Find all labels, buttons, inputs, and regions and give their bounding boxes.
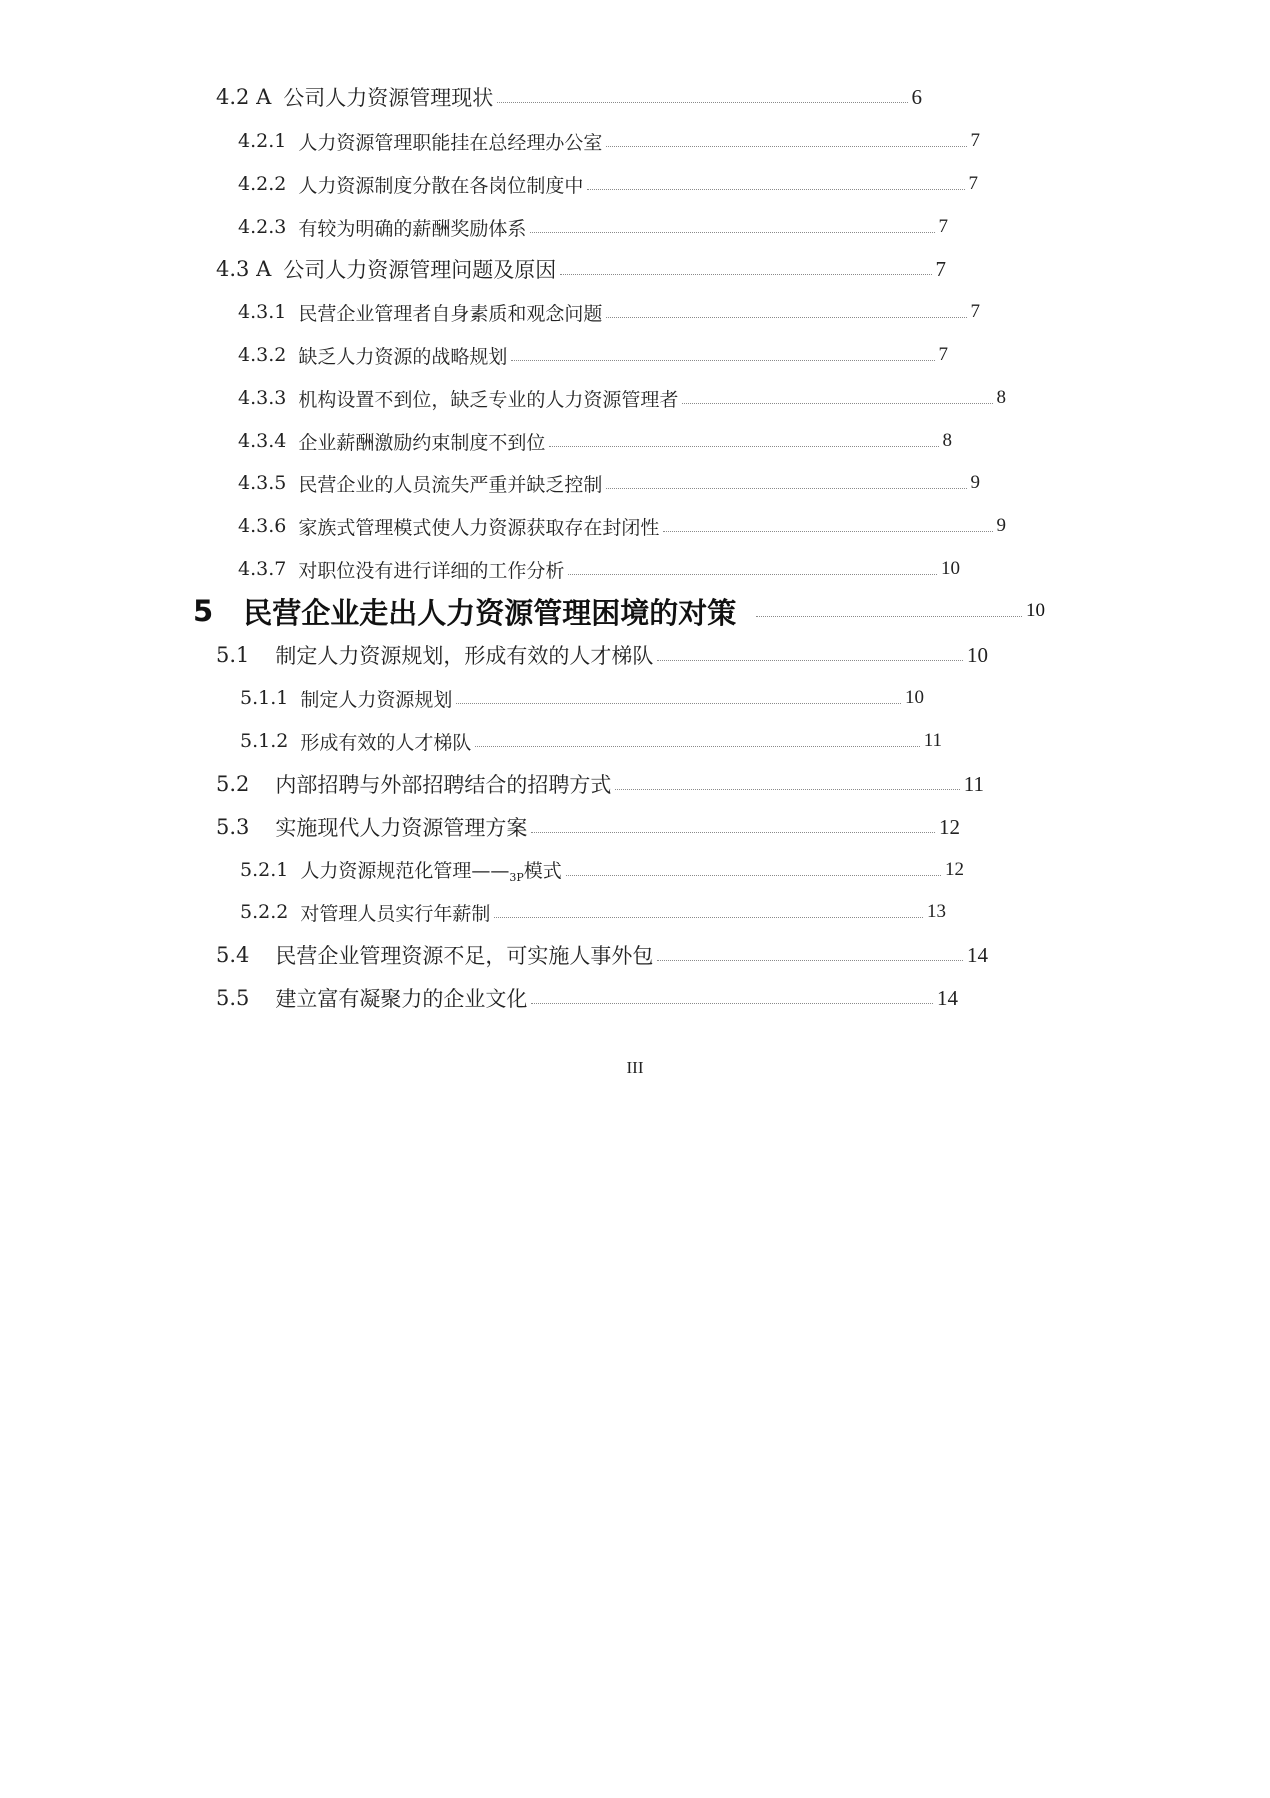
toc-title: 对职位没有进行详细的工作分析	[298, 559, 565, 582]
toc-page-number: 8	[942, 430, 952, 451]
toc-title: 对管理人员实行年薪制	[300, 902, 491, 925]
toc-entry[interactable]	[216, 812, 960, 842]
toc-title: 民营企业走出人力资源管理困境的对策	[243, 595, 737, 630]
toc-number: 4.3.6	[238, 515, 287, 537]
toc-number: 5.1	[216, 643, 250, 667]
toc-page-number: 7	[938, 216, 948, 237]
toc-entry[interactable]	[240, 855, 964, 885]
dot-leader	[663, 531, 992, 532]
toc-page-number: 6	[911, 84, 922, 109]
toc-number: 4.2.3	[238, 216, 287, 238]
toc-entry[interactable]	[240, 726, 942, 756]
dot-leader	[560, 274, 931, 275]
toc-page-number: 11	[963, 771, 984, 796]
toc-number: 5.2.2	[240, 901, 289, 923]
dot-leader	[756, 616, 1022, 617]
toc-page-number: 10	[905, 687, 924, 708]
toc-entry[interactable]	[238, 383, 1006, 413]
toc-entry[interactable]	[240, 897, 946, 927]
dot-leader	[475, 746, 919, 747]
toc-page-number: 9	[996, 515, 1006, 536]
toc-title: 民营企业的人员流失严重并缺乏控制	[298, 473, 603, 496]
dot-leader	[568, 574, 937, 575]
dot-leader	[587, 189, 964, 190]
toc-title: 缺乏人力资源的战略规划	[298, 345, 508, 368]
toc-entry[interactable]	[216, 769, 984, 799]
dot-leader	[566, 875, 941, 876]
toc-number: 5.2.1	[240, 859, 289, 881]
toc-title-part: 人力资源规范化管理——	[300, 860, 510, 882]
toc-number: 5.3	[216, 815, 250, 839]
toc-page-number: 7	[968, 173, 978, 194]
dot-leader	[497, 102, 907, 103]
toc-title: 民营企业管理者自身素质和观念问题	[298, 302, 603, 325]
toc-page-number: 12	[945, 859, 964, 880]
dot-leader	[511, 360, 934, 361]
toc-title: 人力资源制度分散在各岗位制度中	[298, 174, 584, 197]
toc-page-number: 14	[967, 942, 988, 967]
toc-title: 企业薪酬激励约束制度不到位	[298, 431, 546, 454]
toc-title: 形成有效的人才梯队	[300, 731, 472, 754]
toc-title: 制定人力资源规划，形成有效的人才梯队	[275, 644, 654, 668]
dot-leader	[531, 1003, 933, 1004]
toc-title: 内部招聘与外部招聘结合的招聘方式	[275, 773, 612, 797]
dot-leader	[531, 832, 935, 833]
toc-number: 4.3.3	[238, 387, 287, 409]
toc-number: 5.5	[216, 986, 250, 1010]
dot-leader	[682, 403, 992, 404]
toc-entry[interactable]	[216, 640, 988, 670]
toc-chapter-entry[interactable]	[193, 591, 1045, 631]
toc-title	[300, 856, 561, 884]
toc-entry[interactable]	[216, 254, 946, 284]
toc-entry[interactable]	[216, 82, 922, 112]
toc-title: 人力资源管理职能挂在总经理办公室	[298, 131, 603, 154]
dot-leader	[606, 146, 966, 147]
toc-number: 4.2.1	[238, 130, 287, 152]
toc-title: 家族式管理模式使人力资源获取存在封闭性	[298, 516, 660, 539]
toc-entry[interactable]	[238, 169, 978, 199]
toc-number: 4.3.7	[238, 558, 287, 580]
dot-leader	[494, 917, 923, 918]
toc-title-subscript: 3P	[509, 871, 524, 884]
toc-title: 有较为明确的薪酬奖励体系	[298, 217, 527, 240]
toc-entry[interactable]	[238, 297, 980, 327]
toc-title: 建立富有凝聚力的企业文化	[275, 987, 528, 1011]
toc-title: 公司人力资源管理问题及原因	[283, 258, 557, 282]
toc-title-part: 模式	[523, 860, 562, 882]
toc-number: 4.2.2	[238, 173, 287, 195]
toc-number: 4.3.4	[238, 430, 287, 452]
dot-leader	[606, 488, 966, 489]
toc-page-number: 9	[970, 472, 980, 493]
toc-number: 5.2	[216, 772, 250, 796]
toc-number: 5.1.2	[240, 730, 289, 752]
toc-page-number: 7	[970, 301, 980, 322]
toc-page-number: 11	[923, 730, 942, 751]
toc-title: 制定人力资源规划	[300, 688, 453, 711]
toc-entry[interactable]	[216, 983, 958, 1013]
toc-number: 4.3.5	[238, 472, 287, 494]
dot-leader	[606, 317, 966, 318]
toc-title: 民营企业管理资源不足，可实施人事外包	[275, 944, 654, 968]
toc-number: 5.1.1	[240, 687, 289, 709]
toc-title: 公司人力资源管理现状	[283, 86, 494, 110]
toc-page-number: 10	[967, 642, 988, 667]
toc-entry[interactable]	[240, 683, 924, 713]
toc-page-number: 12	[939, 814, 960, 839]
toc-title: 机构设置不到位，缺乏专业的人力资源管理者	[298, 388, 679, 411]
dot-leader	[657, 960, 963, 961]
toc-entry[interactable]	[238, 511, 1006, 541]
toc-number: 5	[193, 594, 214, 628]
dot-leader	[456, 703, 901, 704]
toc-number: 4.3 A	[216, 257, 272, 281]
dot-leader	[615, 789, 959, 790]
page-footer-number: III	[626, 1058, 644, 1077]
toc-title: 实施现代人力资源管理方案	[275, 816, 528, 840]
dot-leader	[657, 660, 963, 661]
toc-entry[interactable]	[238, 126, 980, 156]
toc-page-number: 8	[996, 387, 1006, 408]
toc-entry[interactable]	[238, 340, 948, 370]
toc-number: 5.4	[216, 943, 250, 967]
toc-entry[interactable]	[216, 940, 988, 970]
toc-page-number: 13	[927, 901, 946, 922]
toc-page-number: 10	[1026, 600, 1045, 621]
toc-page-number: 7	[938, 344, 948, 365]
toc-page-number: 7	[935, 256, 946, 281]
toc-number: 4.3.2	[238, 344, 287, 366]
toc-entry[interactable]	[238, 426, 952, 456]
toc-entry[interactable]	[238, 554, 960, 584]
toc-page-number: 10	[941, 558, 960, 579]
toc-number: 4.2 A	[216, 85, 272, 109]
toc-page-number: 14	[937, 985, 958, 1010]
toc-entry[interactable]	[238, 468, 980, 498]
toc-page-number: 7	[970, 130, 980, 151]
toc-entry[interactable]	[238, 212, 948, 242]
toc-number: 4.3.1	[238, 301, 287, 323]
dot-leader	[549, 446, 938, 447]
dot-leader	[530, 232, 934, 233]
